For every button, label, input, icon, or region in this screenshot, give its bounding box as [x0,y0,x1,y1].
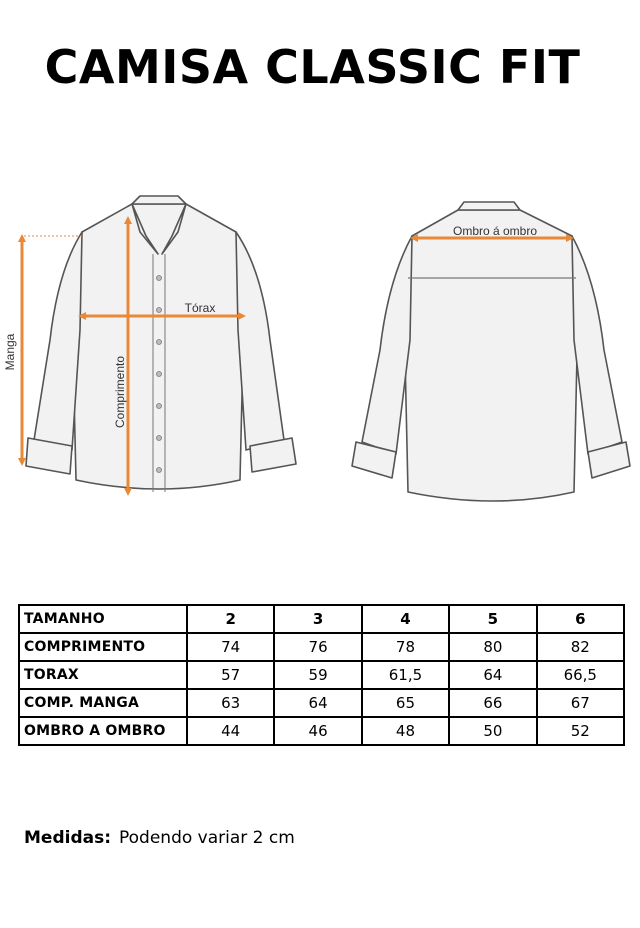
comprimento-label: Comprimento [113,355,127,429]
table-row [19,689,624,717]
size-table [18,604,625,746]
table-cell: 46 [274,717,361,745]
note-label: Medidas: [24,828,112,848]
note-text: Podendo variar 2 cm [119,828,295,848]
header-cell: 5 [449,605,536,633]
table-header-row [19,605,624,633]
shirt-diagram [0,180,640,520]
table-cell: 80 [449,633,536,661]
table-cell: 64 [449,661,536,689]
table-cell: 59 [274,661,361,689]
table-cell: 57 [187,661,274,689]
table-cell: 66,5 [537,661,624,689]
table-cell: 82 [537,633,624,661]
table-row [19,717,624,745]
table-cell: 66 [449,689,536,717]
table-cell: 63 [187,689,274,717]
table-cell: 78 [362,633,449,661]
page-title: CAMISA CLASSIC FIT [44,40,581,94]
shirt-back-illustration [352,202,630,501]
table-row [19,633,624,661]
row-label: COMPRIMENTO [19,633,187,661]
row-label: TORAX [19,661,187,689]
table-cell: 65 [362,689,449,717]
table-cell: 61,5 [362,661,449,689]
table-row [19,661,624,689]
manga-label: Manga [3,333,17,371]
table-cell: 48 [362,717,449,745]
table-cell: 50 [449,717,536,745]
header-cell: 4 [362,605,449,633]
row-label: OMBRO A OMBRO [19,717,187,745]
header-cell: 2 [187,605,274,633]
header-cell: 6 [537,605,624,633]
table-cell: 52 [537,717,624,745]
table-cell: 64 [274,689,361,717]
row-label: COMP. MANGA [19,689,187,717]
torax-label: Tórax [184,301,216,315]
table-cell: 76 [274,633,361,661]
table-cell: 44 [187,717,274,745]
measurement-note [24,828,295,848]
table-cell: 74 [187,633,274,661]
header-cell: TAMANHO [19,605,187,633]
header-cell: 3 [274,605,361,633]
table-cell: 67 [537,689,624,717]
ombro-label: Ombro á ombro [452,224,538,238]
